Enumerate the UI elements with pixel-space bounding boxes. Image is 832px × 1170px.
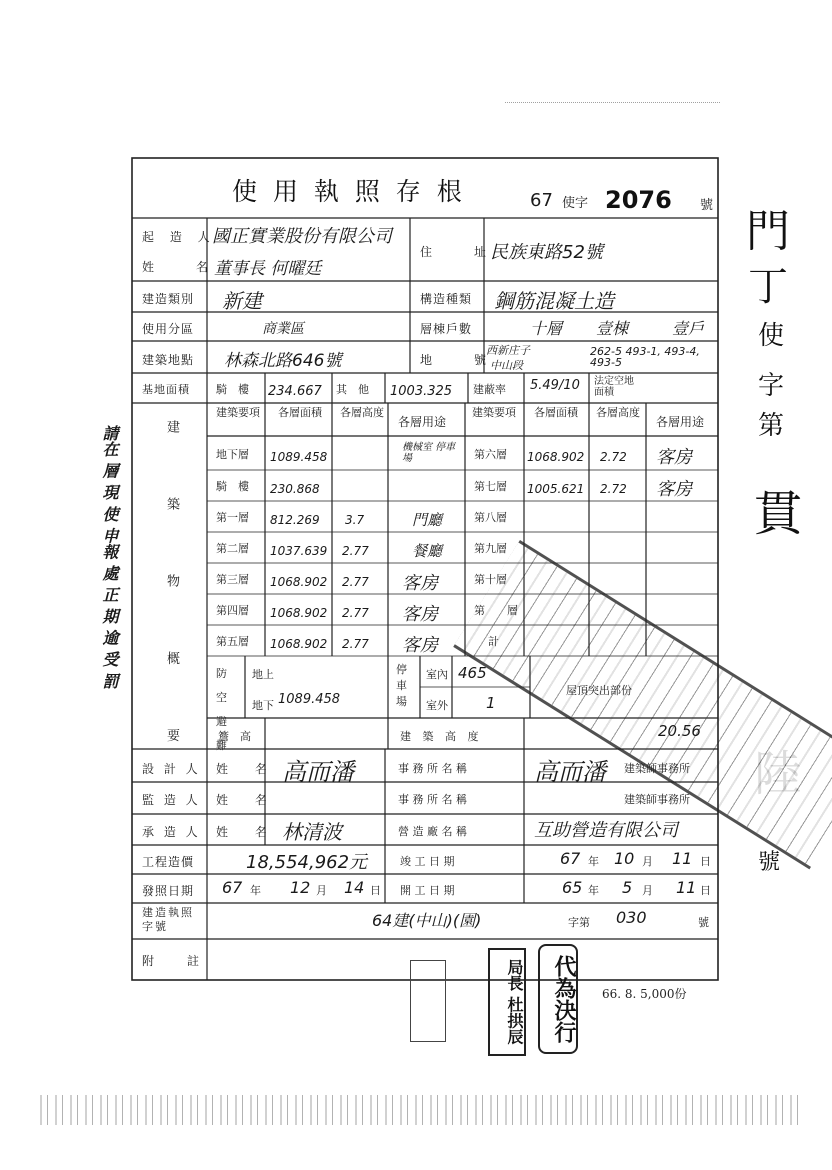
start-day: 11 [676,878,697,897]
edge-glyph: 貫 [754,486,803,542]
issue-year: 67 [222,878,243,897]
floors: 十層 [530,319,563,338]
f4-area: 1068.902 [270,606,328,620]
label-name-supervisor: 姓 名 [216,793,269,807]
lot-subsection: 中山段 [490,359,523,372]
permit-hao: 號 [698,916,709,929]
completion-day: 11 [672,849,693,868]
floor-label-1: 第一層 [216,511,249,524]
label-cost: 工程造價 [142,855,195,869]
edge-glyph: 字 [758,371,785,401]
f5-height: 2.77 [342,637,369,651]
site-address: 林森北路646號 [224,351,342,371]
header-area-right: 各層面積 [534,406,578,419]
agent-decision-stamp [538,944,578,1054]
label-floors-units: 層棟戶數 [420,322,473,336]
floor-label-2: 第二層 [216,542,249,555]
label-parking: 停車場 [396,663,407,708]
label-outdoor: 室外 [426,699,448,712]
header-items: 建築要項 [216,406,260,419]
start-year-unit: 年 [588,884,599,897]
f1-area: 812.269 [270,513,320,527]
arcade-area: 230.868 [270,482,320,496]
edge-glyph: 使 [758,321,785,351]
lot-numbers: 262-5 493-1, 493-4, 493-5 [590,345,700,369]
f3-area: 1068.902 [270,575,328,589]
label-eave-height: 簷 高 [218,730,251,743]
label-designer: 設 計 人 [142,762,201,776]
permit-number: 2076 [605,186,672,214]
coverage-value: 5.49/10 [530,378,580,393]
issue-day: 14 [344,878,365,897]
f2-area: 1037.639 [270,544,328,558]
header-height: 各層高度 [340,406,384,419]
floor-label-basement: 地下層 [216,448,249,461]
scan-noise [40,1095,800,1125]
label-address: 住 址 [420,245,493,259]
label-building-type: 建造類別 [142,292,195,306]
label-structure-type: 構造種類 [420,292,473,306]
builder-address: 民族東路52號 [490,242,603,263]
label-arch-office-supervisor: 建築師事務所 [624,793,690,806]
site-area-value: 234.667 [268,384,322,399]
buildings: 壹棟 [596,319,629,338]
label-indoor: 室內 [426,668,448,681]
label-completion: 竣 工 日 期 [400,855,455,868]
f6-area: 1068.902 [527,450,585,464]
issue-day-unit: 日 [370,884,381,897]
parking-outdoor-value: 1 [486,694,496,712]
f1-use: 門廳 [412,511,443,529]
completion-month-unit: 月 [642,855,653,868]
label-supervisor: 監 造 人 [142,793,201,807]
start-day-unit: 日 [700,884,711,897]
director-stamp [488,948,526,1056]
edge-glyph: 第 [758,411,785,441]
builder-company: 國正實業股份有限公司 [212,226,392,247]
label-open-space: 法定空地面積 [594,376,634,398]
label-site-location: 建築地點 [142,353,195,367]
label-below: 地下 [252,699,274,712]
label-lot: 地 號 [420,353,493,367]
label-other: 其 他 [336,383,369,396]
f7-use: 客房 [656,479,692,500]
units: 壹戶 [672,319,705,338]
f6-height: 2.72 [600,450,627,464]
designer-name: 高而潘 [282,758,354,786]
agent-decision-stamp-text: 代為決行 [551,955,576,1043]
f3-height: 2.77 [342,575,369,589]
permit-number-prefix: 67 [530,190,553,211]
floor-label-5: 第五層 [216,635,249,648]
label-issue-date: 發照日期 [142,884,195,898]
permit-word: 字第 [568,916,590,929]
completion-month: 10 [614,849,635,868]
label-name-contractor: 姓 名 [216,825,269,839]
permit-serial: 030 [616,908,647,927]
issue-year-unit: 年 [250,884,261,897]
f3-use: 客房 [402,573,438,594]
header-height-right: 各層高度 [596,406,640,419]
f4-use: 客房 [402,604,438,625]
label-contractor-firm: 營 造 廠 名 稱 [398,825,467,838]
issue-month-unit: 月 [316,884,327,897]
floor-label-blank: 第 層 [474,604,518,617]
lot-section: 西新庄子 [486,344,530,357]
label-remarks: 附 註 [142,954,203,968]
permit-reference: 64建(中山)(園) [372,911,482,930]
f4-height: 2.77 [342,606,369,620]
label-building-height: 建 築 高 度 [400,730,483,743]
footer-print-run: 66. 8. 5,000份 [602,987,687,1001]
label-permit-number: 建造執照字號 [142,906,194,933]
shelter-below-value: 1089.458 [278,692,341,707]
contractor-name: 林清波 [282,820,342,844]
floor-label-3: 第三層 [216,573,249,586]
f6-use: 客房 [656,447,692,468]
f2-height: 2.77 [342,544,369,558]
f2-use: 餐廳 [412,542,443,560]
label-arcade: 騎 樓 [216,383,249,396]
completion-year-unit: 年 [588,855,599,868]
basement-use: 機械室 停車場 [402,442,456,464]
completion-year: 67 [560,849,581,868]
edge-glyph: 丁 [748,264,788,310]
building-type: 新建 [222,289,262,313]
label-shelter: 防空避難 [216,667,227,752]
structure-type: 鋼筋混凝土造 [494,289,614,313]
floor-label-8: 第八層 [474,511,507,524]
f1-height: 3.7 [345,513,365,527]
start-month: 5 [622,878,633,897]
label-arch-office: 建築師事務所 [624,762,690,775]
f7-height: 2.72 [600,482,627,496]
floor-label-6: 第六層 [474,448,507,461]
floor-label-arcade: 騎 樓 [216,480,249,493]
label-above: 地上 [252,668,274,681]
header-use-right: 各層用途 [656,415,705,429]
label-name: 姓 名 [142,260,215,274]
floor-label-9: 第九層 [474,542,507,555]
label-firm-name-supervisor: 事 務 所 名 稱 [398,793,467,806]
label-rooftop: 屋頂突出部份 [566,684,632,697]
start-month-unit: 月 [642,884,653,897]
builder-representative: 董事長 何曜廷 [214,259,322,279]
permit-number-suffix: 號 [700,198,714,213]
director-stamp-text: 局長 杜拱辰 [505,959,524,1045]
header-items-right: 建築要項 [472,406,516,419]
header-use: 各層用途 [398,415,447,429]
permit-number-mid: 使字 [562,196,589,211]
label-name-designer: 姓 名 [216,762,269,776]
label-use-zone: 使用分區 [142,322,195,336]
label-builder: 起 造 人 [142,230,216,244]
floor-label-4: 第四層 [216,604,249,617]
f5-use: 客房 [402,635,438,656]
edge-glyph: 號 [758,850,781,875]
label-site-area: 基地面積 [142,383,190,396]
basement-area: 1089.458 [270,450,328,464]
designer-firm: 高而潘 [534,758,606,786]
floor-label-total: 計 [488,635,499,648]
label-coverage: 建蔽率 [473,383,506,396]
parking-indoor-value: 465 [458,664,487,682]
label-firm-name: 事 務 所 名 稱 [398,762,467,775]
issue-month: 12 [290,878,311,897]
floor-label-7: 第七層 [474,480,507,493]
f5-area: 1068.902 [270,637,328,651]
completion-day-unit: 日 [700,855,711,868]
contractor-firm: 互助營造有限公司 [534,820,678,841]
f7-area: 1005.621 [527,482,585,496]
header-area: 各層面積 [278,406,322,419]
label-building-overview: 建 築 物 概 要 [164,420,179,772]
cost-value: 18,554,962元 [246,852,368,873]
label-start-date: 開 工 日 期 [400,884,455,897]
seal-box [410,960,446,1042]
building-height-value: 20.56 [658,722,701,740]
start-year: 65 [562,878,583,897]
floor-label-10: 第十層 [474,573,507,586]
edge-glyph: 門 [746,206,790,257]
use-zone: 商業區 [262,321,304,337]
label-contractor: 承 造 人 [142,825,201,839]
other-area-value: 1003.325 [390,384,453,399]
form-title: 使 用 執 照 存 根 [232,177,466,206]
left-margin-notes: 請在 層 現 使 申報 處 正 期 逾 受 罰 [100,425,119,689]
